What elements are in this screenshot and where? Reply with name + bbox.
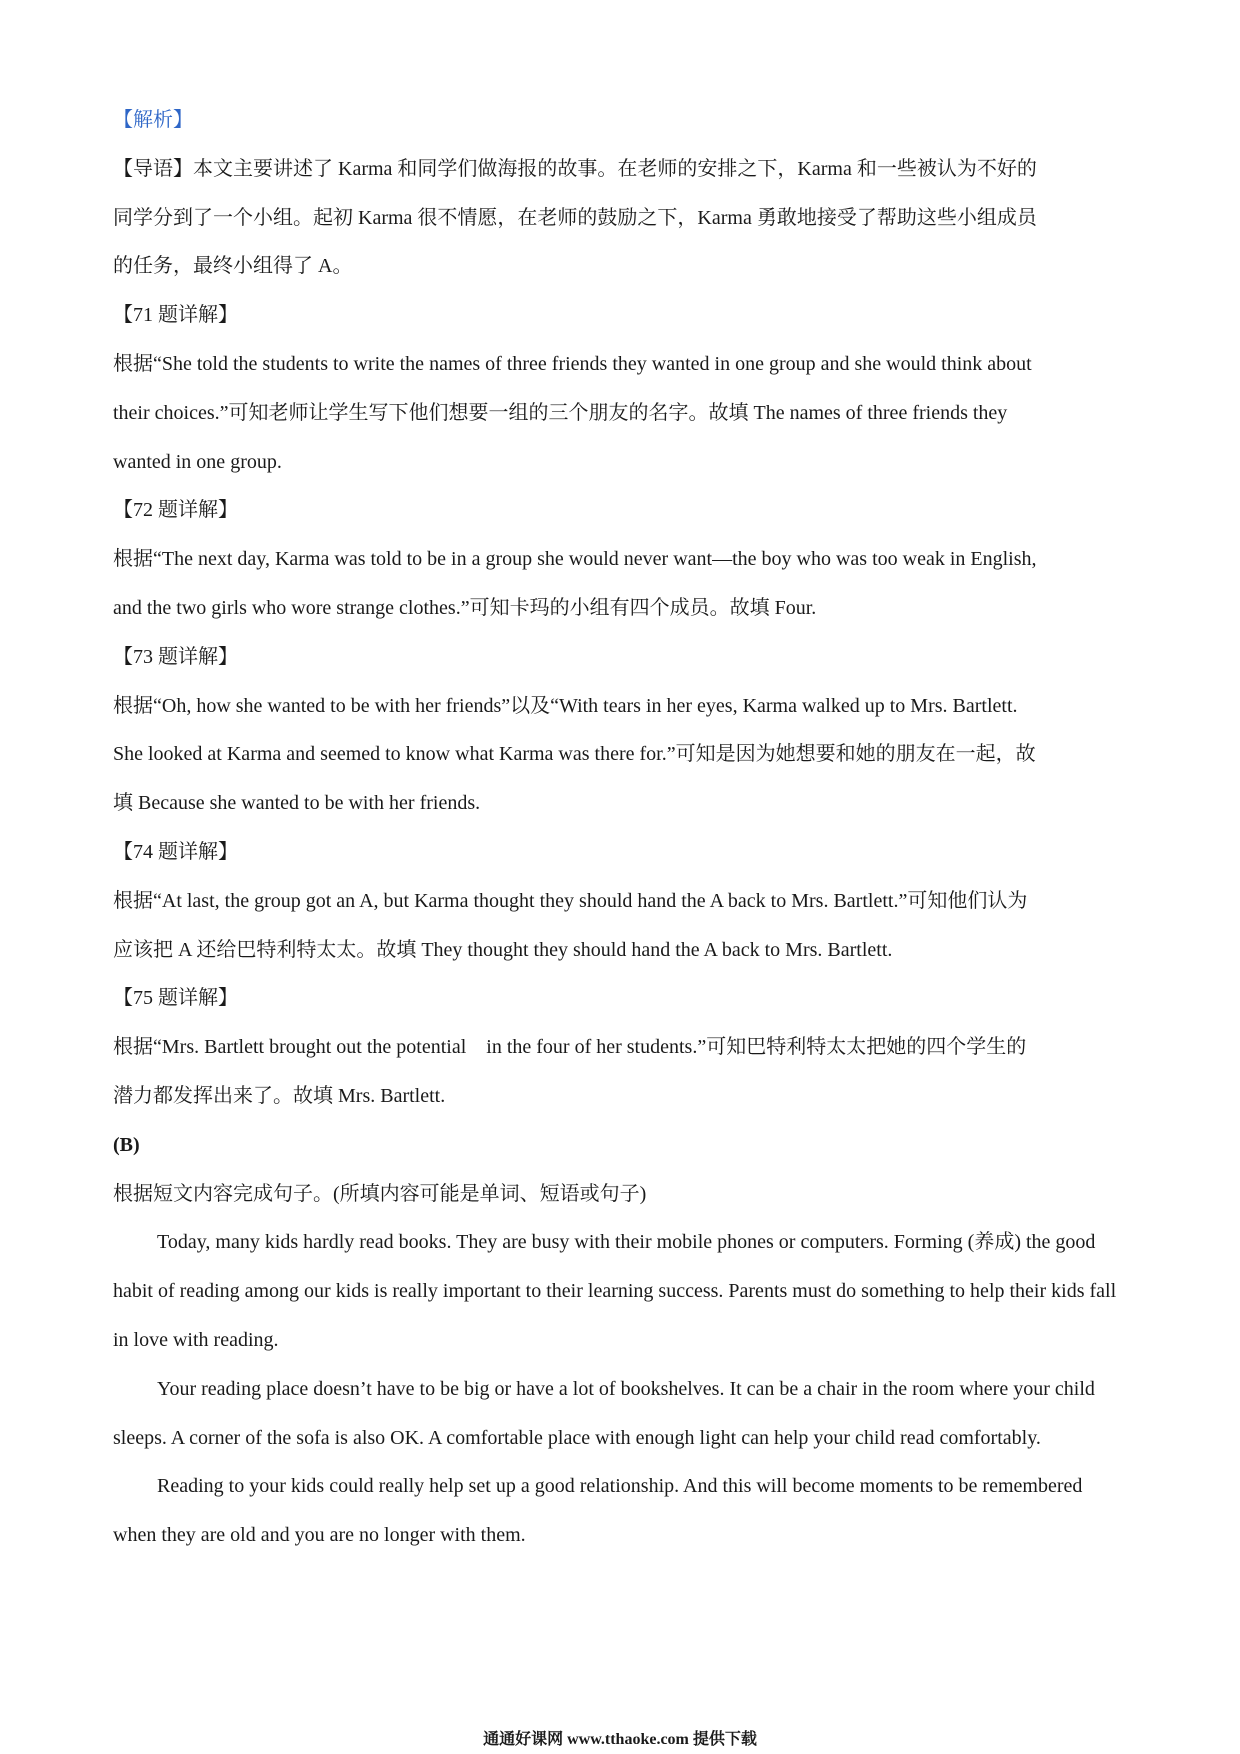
passage-paragraph: Your reading place doesn’t have to be big or have a lot of bookshelves. It can be a chair in the room where your child sleeps. A corner of the sofa is also OK. A comfortable place with enough light can help your child read comfortably. <box>113 1377 1095 1449</box>
guide-line: 【导语】本文主要讲述了 Karma 和同学们做海报的故事。在老师的安排之下，Karma 和一些被认为不好的 <box>113 157 1037 180</box>
q75-heading: 【75 题详解】 <box>113 987 238 1010</box>
q73-section <box>113 633 1130 828</box>
q72-line: and the two girls who wore strange clothes.”可知卡玛的小组有四个成员。故填 Four. <box>113 596 817 619</box>
page-footer: 通通好课网 www.tthaoke.com 提供下载 <box>483 1731 757 1748</box>
q75-line: 根据“Mrs. Bartlett brought out the potential in the four of her students.”可知巴特利特太太把她的四个学生的 <box>113 1036 1027 1059</box>
q75-line: 潜力都发挥出来了。故填 Mrs. Bartlett. <box>113 1084 446 1107</box>
section-b <box>113 1121 1130 1560</box>
q74-heading: 【74 题详解】 <box>113 840 238 863</box>
q72-line: 根据“The next day, Karma was told to be in a group she would never want—the boy who was too weak in English, <box>113 548 1037 571</box>
guide-line: 的任务，最终小组得了 A。 <box>113 255 353 278</box>
passage-paragraph: Today, many kids hardly read books. They are busy with their mobile phones or computers. Forming (养成) the good habit of reading among our kids is really important to their learning success. Parents must do something to help their kids fall in love with reading. <box>113 1231 1117 1351</box>
section-b-instruction: 根据短文内容完成句子。(所填内容可能是单词、短语或句子) <box>113 1182 647 1205</box>
q71-line: their choices.”可知老师让学生写下他们想要一组的三个朋友的名字。故填 The names of three friends they <box>113 401 1008 424</box>
q74-line: 根据“At last, the group got an A, but Karma thought they should hand the A back to Mrs. Bartlett.”可知他们认为 <box>113 889 1028 912</box>
q73-line: She looked at Karma and seemed to know what Karma was there for.”可知是因为她想要和她的朋友在一起，故 <box>113 743 1036 766</box>
analysis-heading: 【解析】 <box>113 109 193 131</box>
q71-line: 根据“She told the students to write the names of three friends they wanted in one group and she would think about <box>113 352 1032 375</box>
q72-heading: 【72 题详解】 <box>113 499 238 522</box>
q72-section <box>113 486 1130 632</box>
q75-section <box>113 974 1130 1120</box>
q71-section <box>113 291 1130 486</box>
q73-heading: 【73 题详解】 <box>113 645 238 668</box>
q71-line: wanted in one group. <box>113 450 282 473</box>
q71-heading: 【71 题详解】 <box>113 304 238 327</box>
guide-paragraph <box>113 145 1130 291</box>
q74-section <box>113 828 1130 974</box>
passage-paragraph: Reading to your kids could really help set up a good relationship. And this will become moments to be remembered when they are old and you are no longer with them. <box>113 1475 1083 1547</box>
guide-line: 同学分到了一个小组。起初 Karma 很不情愿，在老师的鼓励之下，Karma 勇敢地接受了帮助这些小组成员 <box>113 206 1037 229</box>
document-page <box>113 96 1130 1560</box>
section-b-label: (B) <box>113 1133 140 1156</box>
q73-line: 根据“Oh, how she wanted to be with her friends”以及“With tears in her eyes, Karma walked up to Mrs. Bartlett. <box>113 694 1018 717</box>
q74-line: 应该把 A 还给巴特利特太太。故填 They thought they should hand the A back to Mrs. Bartlett. <box>113 938 893 961</box>
q73-line: 填 Because she wanted to be with her friends. <box>113 792 481 815</box>
